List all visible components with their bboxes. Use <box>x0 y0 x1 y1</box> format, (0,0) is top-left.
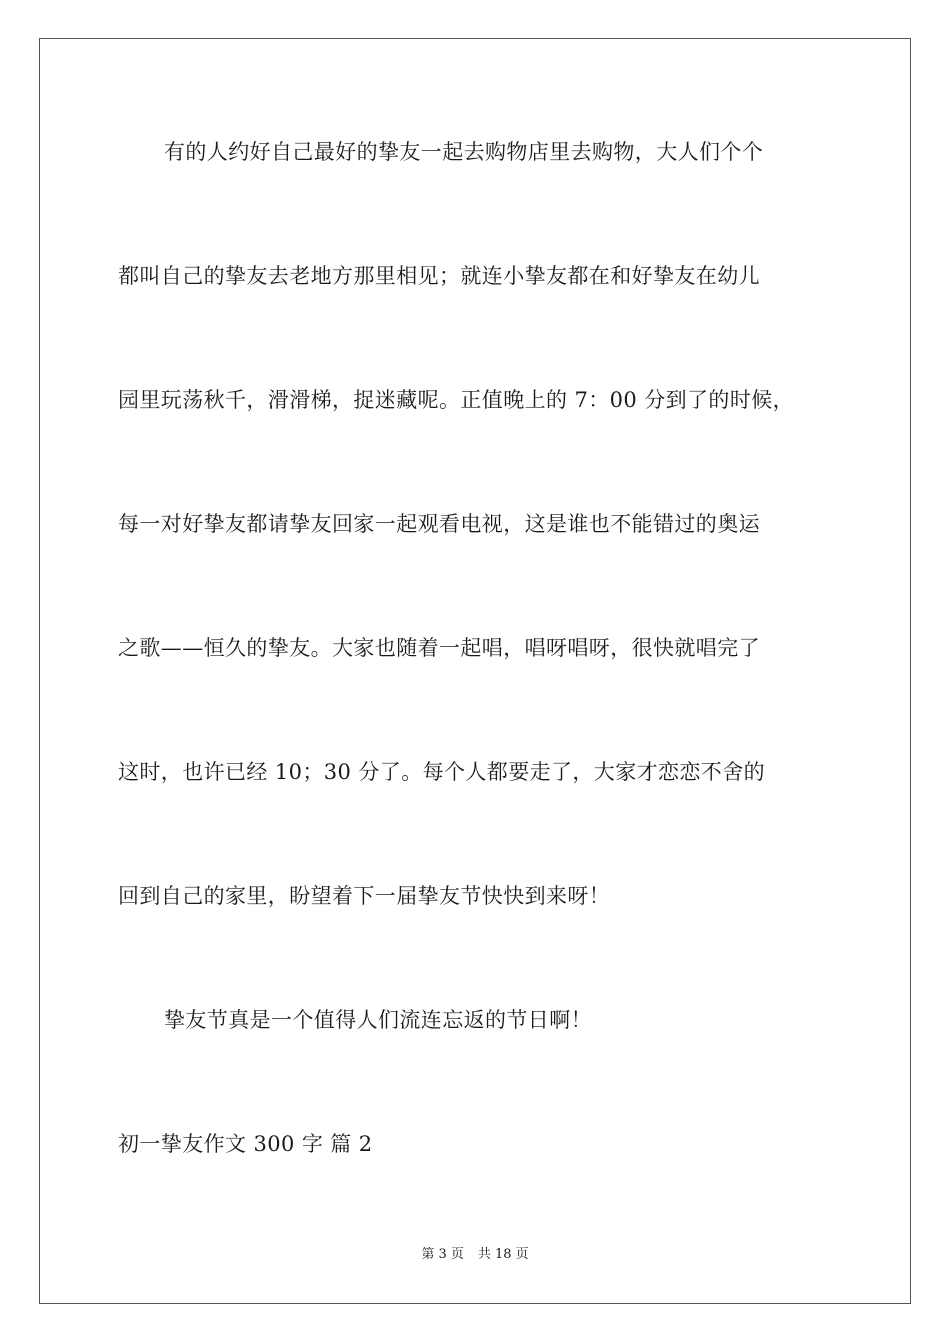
section-heading: 初一挚友作文 300 字 篇 2 <box>118 1132 373 1156</box>
paragraph-line-5: 之歌——恒久的挚友。大家也随着一起唱，唱呀唱呀，很快就唱完了 <box>118 636 760 660</box>
paragraph-line-8: 挚友节真是一个值得人们流连忘返的节日啊！ <box>164 1008 592 1032</box>
page-number: 第 3 页 <box>421 1247 464 1262</box>
paragraph-line-3: 园里玩荡秋千，滑滑梯，捉迷藏呢。正值晚上的 7：00 分到了的时候， <box>118 388 795 412</box>
page-footer <box>0 1246 950 1264</box>
paragraph-line-6: 这时，也许已经 10；30 分了。每个人都要走了，大家才恋恋不舍的 <box>118 760 765 784</box>
paragraph-line-1: 有的人约好自己最好的挚友一起去购物店里去购物，大人们个个 <box>164 140 764 164</box>
paragraph-line-7: 回到自己的家里，盼望着下一届挚友节快快到来呀！ <box>118 884 611 908</box>
paragraph-line-2: 都叫自己的挚友去老地方那里相见；就连小挚友都在和好挚友在幼儿 <box>118 264 760 288</box>
page-total: 共 18 页 <box>477 1247 529 1262</box>
paragraph-line-4: 每一对好挚友都请挚友回家一起观看电视，这是谁也不能错过的奥运 <box>118 512 760 536</box>
page-frame <box>39 38 911 1304</box>
